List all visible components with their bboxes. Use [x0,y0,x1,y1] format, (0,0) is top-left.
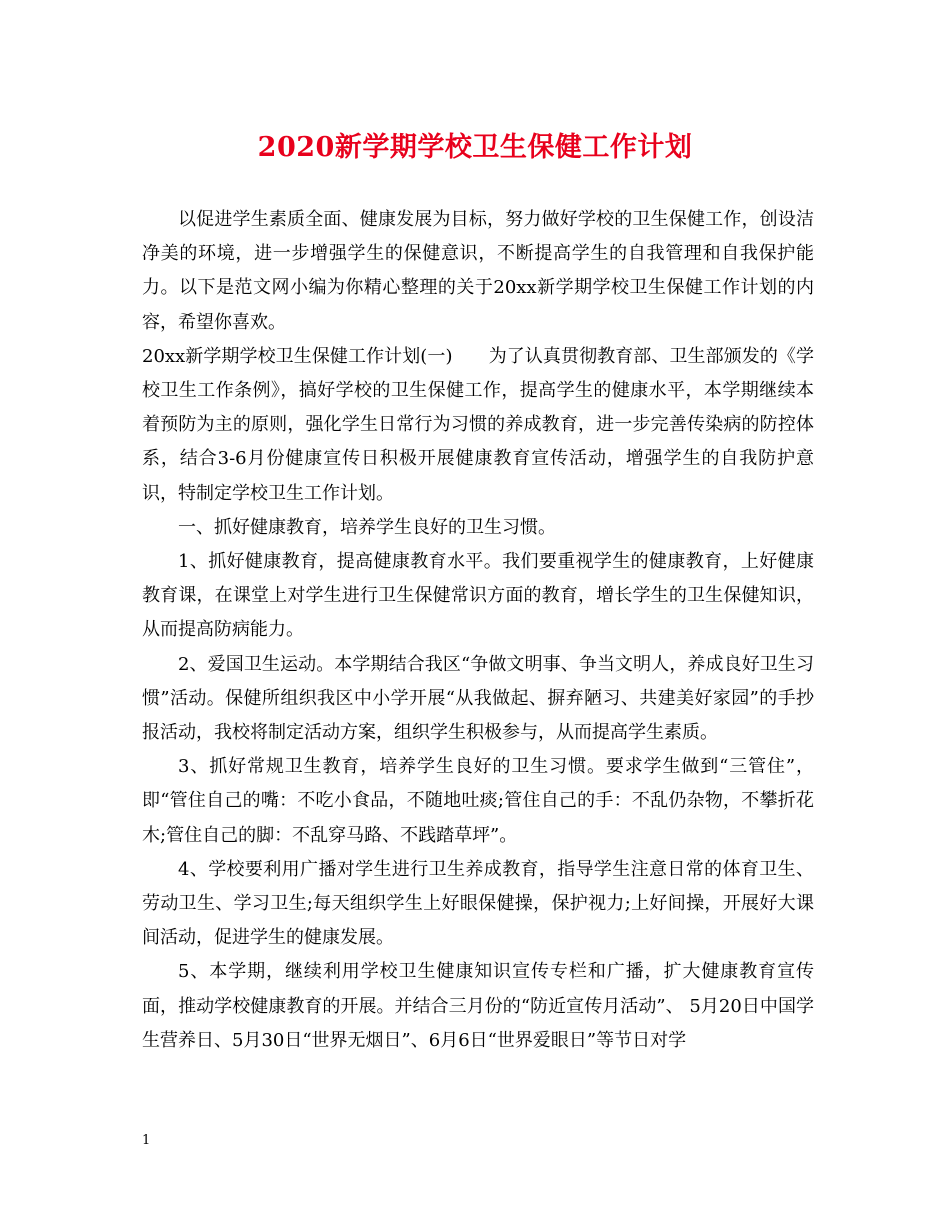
paragraph-item-3: 3、抓好常规卫生教育，培养学生良好的卫生习惯。要求学生做到“三管住”，即“管住自己的嘴：不吃小食品，不随地吐痰;管住自己的手：不乱仍杂物，不攀折花木;管住自己的脚：不乱穿马路、不践踏草坪”。 [142,756,814,846]
paragraph-item-4: 4、学校要利用广播对学生进行卫生养成教育，指导学生注意日常的体育卫生、劳动卫生、学习卫生;每天组织学生上好眼保健操，保护视力;上好间操，开展好大课间活动，促进学生的健康发展。 [142,858,815,949]
paragraph-intro: 以促进学生素质全面、健康发展为目标，努力做好学校的卫生保健工作，创设洁净美的环境，进一步增强学生的保健意识，不断提高学生的自我管理和自我保护能力。以下是范文网小编为你精心整理的关于20xx新学期学校卫生保健工作计划的内容，希望你喜欢。 [142,209,814,333]
page-number: 1 [142,1133,151,1148]
paragraph-plan-one: 20xx新学期学校卫生保健工作计划(一) 为了认真贯彻教育部、卫生部颁发的《学校卫生工作条例》，搞好学校的卫生保健工作，提高学生的健康水平，本学期继续本着预防为主的原则，强化学生日常行为习惯的养成教育，进一步完善传染病的防控体系，结合3-6月份健康宣传日积极开展健康教育宣传活动，增强学生的自我防护意识，特制定学校卫生工作计划。 [142,345,814,504]
paragraph-item-2: 2、爱国卫生运动。本学期结合我区“争做文明事、争当文明人，养成良好卫生习惯”活动。保健所组织我区中小学开展“从我做起、摒弃陋习、共建美好家园”的手抄报活动，我校将制定活动方案，组织学生积极参与，从而提高学生素质。 [142,653,814,744]
paragraph-item-1: 1、抓好健康教育，提高健康教育水平。我们要重视学生的健康教育，上好健康教育课，在课堂上对学生进行卫生保健常识方面的教育，增长学生的卫生保健知识，从而提高防病能力。 [142,551,814,641]
paragraph-section-heading: 一、抓好健康教育，培养学生良好的卫生习惯。 [178,516,556,538]
document-body [142,203,814,1058]
document-title: 2020新学期学校卫生保健工作计划 [257,132,693,163]
paragraph-item-5: 5、本学期，继续利用学校卫生健康知识宣传专栏和广播，扩大健康教育宣传面，推动学校健康教育的开展。并结合三月份的“防近宣传月活动”、 5月20日中国学生营养日、5月30日“世界无烟日”、6月6日“世界爱眼日”等节日对学 [142,961,814,1051]
